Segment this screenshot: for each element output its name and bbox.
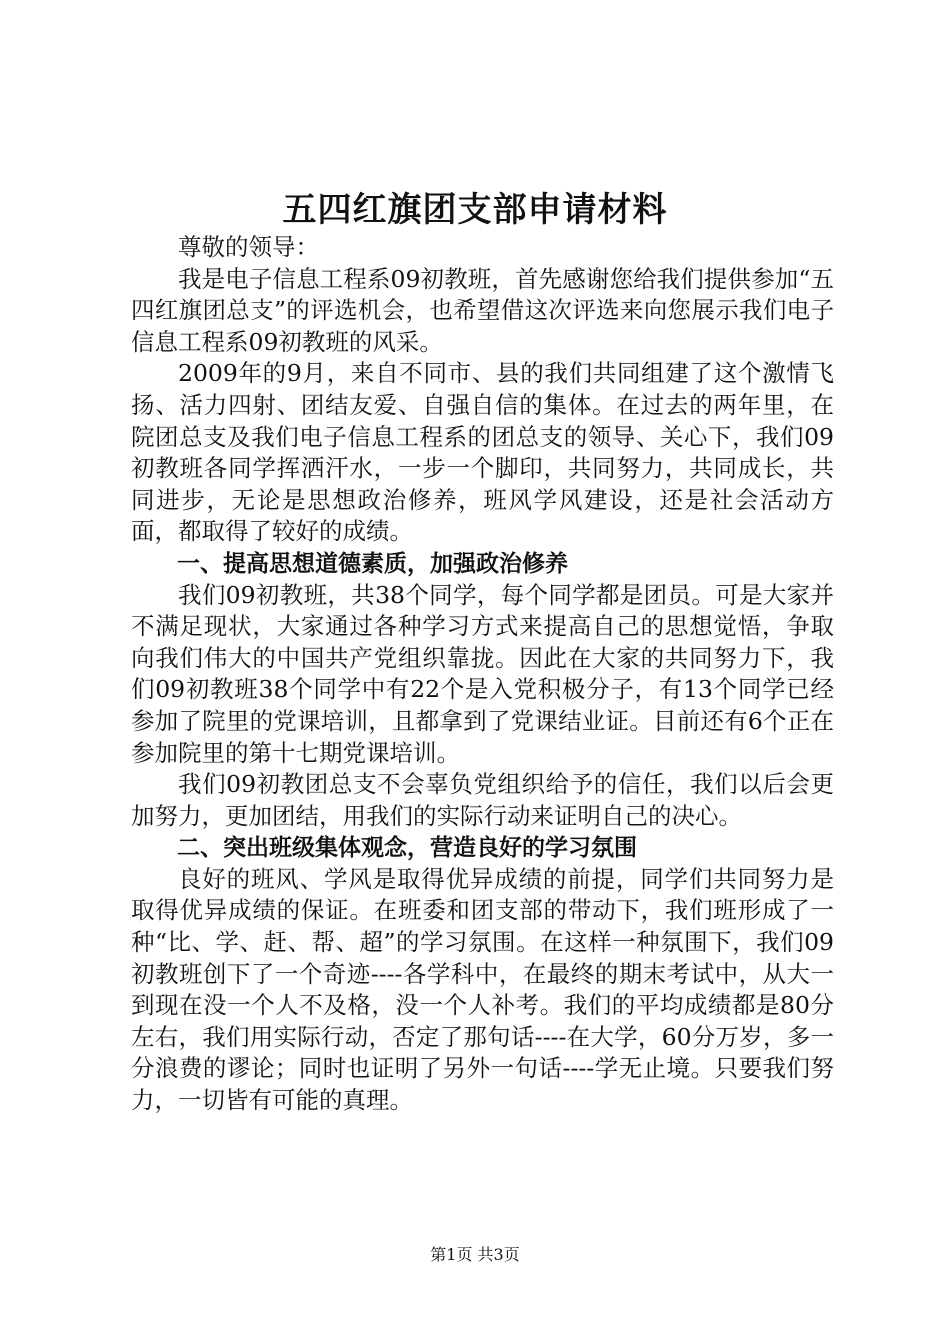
section-1-paragraph-2: 我们09初教团总支不会辜负党组织给予的信任，我们以后会更加努力，更加团结，用我们的实际行动来证明自己的决心。 [131, 770, 834, 830]
document-body [131, 232, 834, 1117]
section-heading-1: 一、提高思想道德素质，加强政治修养 [177, 549, 568, 577]
section-2-paragraph-1: 良好的班风、学风是取得优异成绩的前提，同学们共同努力是取得优异成绩的保证。在班委和团支部的带动下，我们班形成了一种“比、学、赶、帮、超”的学习氛围。在这样一种氛围下，我们09初教班创下了一个奇迹----各学科中，在最终的期末考试中，从大一到现在没一个人不及格，没一个人补考。我们的平均成绩都是80分左右，我们用实际行动，否定了那句话----在大学，60分万岁，多一分浪费的谬论；同时也证明了另外一句话----学无止境。只要我们努力，一切皆有可能的真理。 [131, 864, 834, 1115]
page-title: 五四红旗团支部申请材料 [282, 190, 668, 230]
background-paragraph: 2009年的9月，来自不同市、县的我们共同组建了这个激情飞扬、活力四射、团结友爱、自强自信的集体。在过去的两年里，在院团总支及我们电子信息工程系的团总支的领导、关心下，我们09初教班各同学挥洒汗水，一步一个脚印，共同努力，共同成长，共同进步，无论是思想政治修养，班风学风建设，还是社会活动方面，都取得了较好的成绩。 [131, 359, 834, 546]
section-heading-2: 二、突出班级集体观念，营造良好的学习氛围 [177, 834, 637, 862]
page-footer: 第1页 共3页 [430, 1245, 520, 1264]
salutation: 尊敬的领导： [178, 233, 319, 261]
section-1-paragraph-1: 我们09初教班，共38个同学，每个同学都是团员。可是大家并不满足现状，大家通过各种学习方式来提高自己的思想觉悟，争取向我们伟大的中国共产党组织靠拢。因此在大家的共同努力下，我们09初教班38个同学中有22个是入党积极分子，有13个同学已经参加了院里的党课培训，且都拿到了党课结业证。目前还有6个正在参加院里的第十七期党课培训。 [131, 580, 834, 767]
intro-paragraph: 我是电子信息工程系09初教班，首先感谢您给我们提供参加“五四红旗团总支”的评选机会，也希望借这次评选来向您展示我们电子信息工程系09初教班的风采。 [131, 264, 834, 356]
